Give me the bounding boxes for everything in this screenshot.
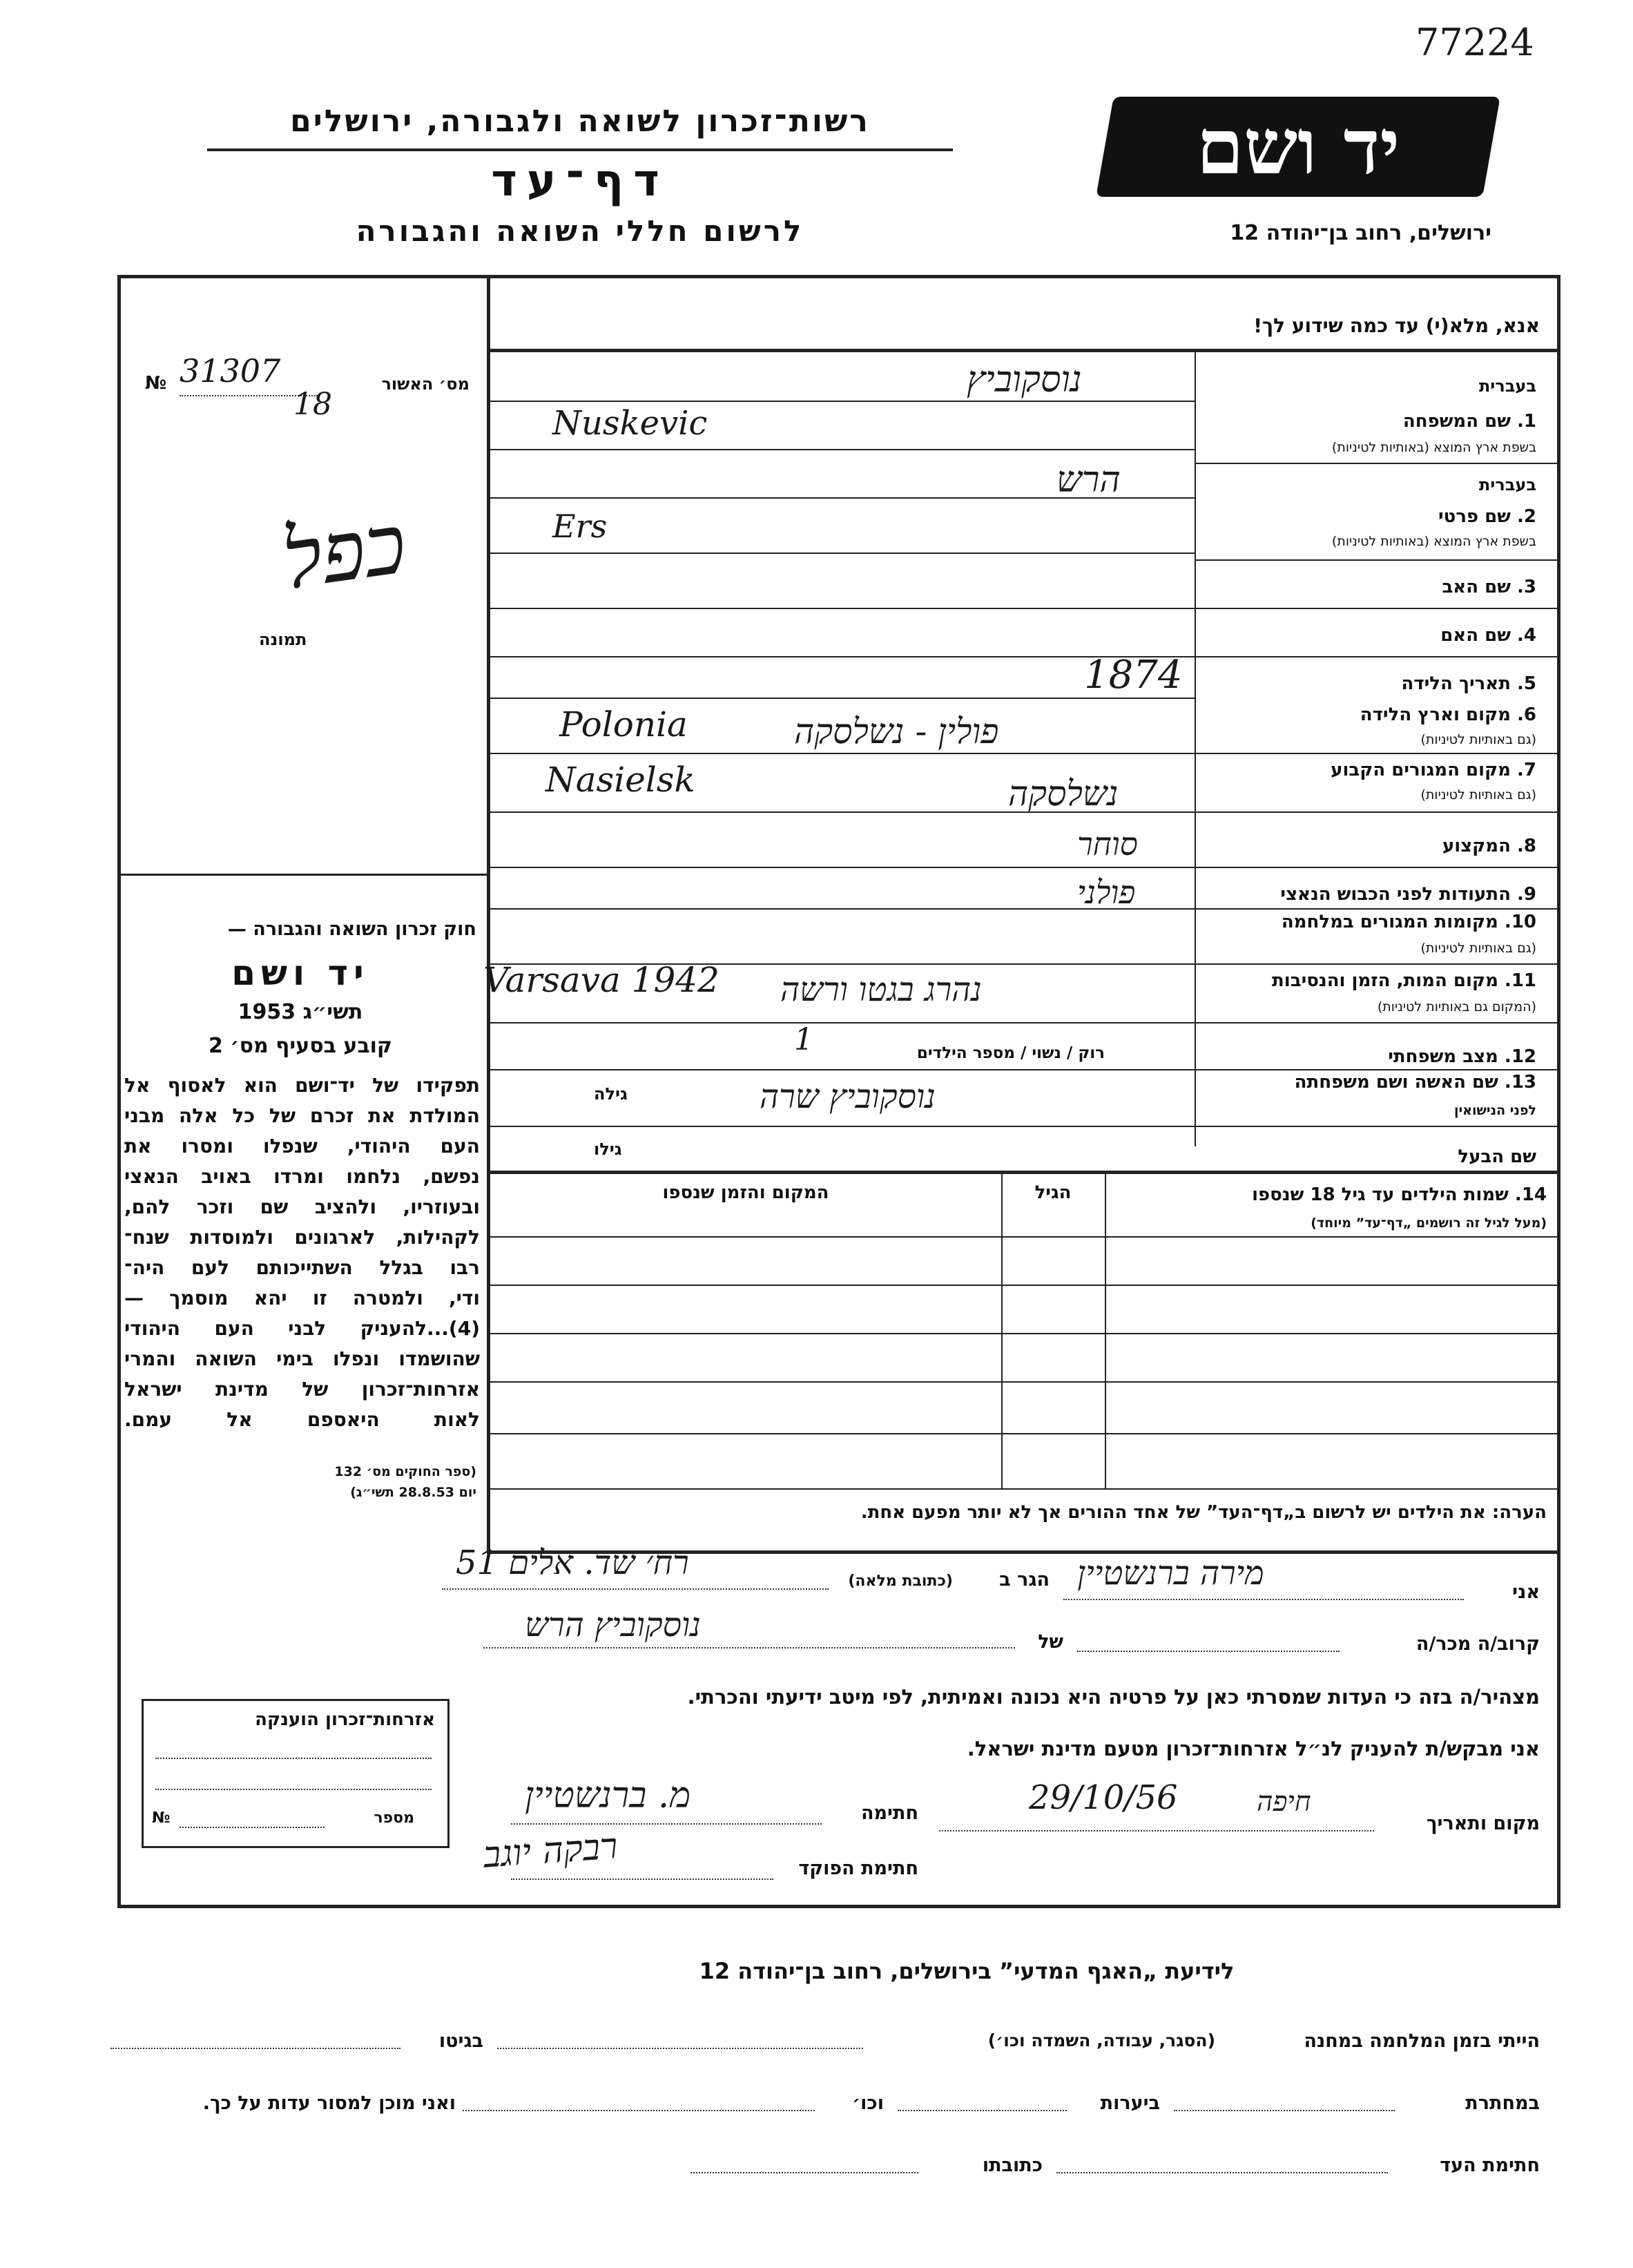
field-14-sub: (מעל לגיל זה רושמים „דף־עד” מיוחד) xyxy=(1311,1215,1547,1231)
approval-number: 31307 xyxy=(180,352,281,390)
col-age-header: הגיל xyxy=(1034,1182,1072,1203)
number-sign: № xyxy=(145,373,167,394)
citizenship-box-number: מספר xyxy=(374,1809,414,1827)
bottom-etc-label: וכו׳ xyxy=(852,2093,884,2114)
residence-hebrew: נשלסקה xyxy=(1008,773,1119,814)
law-body-line: (4)...להעניק לבני העם היהודי xyxy=(124,1317,480,1340)
bottom-camp-types: (הסגר, עבודה, השמדה וכו׳) xyxy=(987,2030,1215,2050)
law-body-line: שהושמדו ונפלו בימי השואה והמרי xyxy=(124,1347,480,1370)
witness-name: מירה ברנשטיין xyxy=(1077,1554,1264,1593)
decl-relation: קרוב/ה מכר/ה xyxy=(1415,1633,1540,1655)
field-6-sub: (גם באותיות לטיניות) xyxy=(1420,732,1536,747)
law-body-line: לקהילות, לארגונים ולמוסדות שנח־ xyxy=(124,1226,480,1249)
field-5-label: 5. תאריך הלידה xyxy=(1401,673,1536,694)
law-body-line: ובעוזריו, ולהציב שם וזכר להם, xyxy=(124,1195,480,1218)
logo-text: יד ושם xyxy=(1196,102,1400,191)
law-body-line: לאות היאספם אל עמם. xyxy=(124,1408,480,1431)
law-body-line: אזרחות־זכרון של מדינת ישראל xyxy=(124,1378,480,1401)
header-address: ירושלים, רחוב בן־יהודה 12 xyxy=(1230,221,1491,245)
field-2-label: 2. שם פרטי xyxy=(1438,506,1536,527)
firstname-latin: Ers xyxy=(552,508,608,545)
bottom-address: כתובתו xyxy=(982,2155,1043,2176)
field-10-sub: (גם באותיות לטיניות) xyxy=(1420,941,1536,956)
witness-signature: מ. ברנשטיין xyxy=(525,1775,691,1816)
death-place-latin: Varsava 1942 xyxy=(483,960,719,1000)
hebrew-label-1: בעברית xyxy=(1478,376,1536,396)
field-7-label: 7. מקום המגורים הקבוע xyxy=(1331,760,1536,780)
clerk-signature-label: חתימת הפוקד xyxy=(798,1858,918,1879)
field-14-label: 14. שמות הילדים עד גיל 18 שנספו xyxy=(1252,1184,1547,1205)
profession: סוחר xyxy=(1077,825,1138,863)
signature-label: חתימה xyxy=(860,1803,918,1824)
field-2-sub: בשפת ארץ המוצא (באותיות לטיניות) xyxy=(1331,534,1536,549)
decl-lives-in: הגר ב xyxy=(999,1569,1050,1591)
bottom-title: לידיעת „האגף המדעי” בירושלים, רחוב בן־יהודה 12 xyxy=(699,1958,1235,1984)
birthplace-latin: Polonia xyxy=(559,704,688,744)
field-12-label: 12. מצב משפחתי xyxy=(1388,1046,1536,1067)
authority-name: רשות־זכרון לשואה ולגבורה, ירושלים xyxy=(290,104,870,139)
law-body xyxy=(124,1070,480,1435)
approval-suffix: 18 xyxy=(293,387,332,422)
intro-text: אנא, מלא(י) עד כמה שידוע לך! xyxy=(1253,314,1540,337)
law-body-line: תפקידו של יד־ושם הוא לאסוף אל xyxy=(124,1074,480,1097)
law-name: יד ושם xyxy=(231,953,369,993)
field-1-label: 1. שם המשפחה xyxy=(1402,411,1536,432)
place-date-label: מקום ותאריך xyxy=(1426,1813,1540,1834)
law-clause: קובע בסעיף מס׳ 2 xyxy=(208,1034,393,1058)
clerk-signature: רבקה יוגב xyxy=(482,1825,619,1876)
surname-hebrew: נוסקוביץ xyxy=(967,359,1082,401)
citizenship-box-number-sign: № xyxy=(152,1809,171,1827)
law-body-line: העם היהודי, שנפלו ומסרו את xyxy=(124,1135,480,1157)
relation-name: נוסקוביץ הרש xyxy=(525,1606,701,1644)
col-place-header: המקום והזמן שנספו xyxy=(662,1182,829,1203)
field-11-label: 11. מקום המות, הזמן והנסיבות xyxy=(1272,970,1536,991)
residence-latin: Nasielsk xyxy=(545,760,695,800)
law-ref-2: יום 28.8.53 תשי״ג) xyxy=(350,1485,476,1500)
certificate: פולני xyxy=(1077,874,1136,911)
field-13-label: 13. שם האשה ושם משפחתה xyxy=(1294,1072,1536,1093)
death-place-hebrew: נהרג בגטו ורשה xyxy=(780,970,982,1009)
form-title: דף־עד xyxy=(491,155,669,206)
decl-full-address: (כתובת מלאה) xyxy=(848,1573,953,1590)
field-13-sub: לפני הנישואין xyxy=(1454,1103,1536,1118)
law-title: חוק זכרון השואה והגבורה — xyxy=(227,919,476,940)
husband-label: שם הבעל xyxy=(1458,1146,1536,1167)
children-count: 1 xyxy=(794,1022,813,1057)
field-3-label: 3. שם האב xyxy=(1442,577,1536,597)
field-7-sub: (גם באותיות לטיניות) xyxy=(1420,787,1536,803)
firstname-hebrew: הרש xyxy=(1056,459,1121,501)
bottom-testimony: ואני מוכן למסור עדות על כך. xyxy=(202,2093,456,2114)
bottom-forests-label: ביערות xyxy=(1100,2093,1160,2114)
bottom-ghetto-label: בגיטו xyxy=(438,2030,483,2052)
field-4-label: 4. שם האם xyxy=(1440,625,1536,646)
husband-age-label: גילו xyxy=(594,1140,622,1159)
marital-options: רוק / נשוי / מספר הילדים xyxy=(916,1044,1105,1062)
bottom-witness-sig: חתימת העד xyxy=(1440,2155,1540,2176)
field-8-label: 8. המקצוע xyxy=(1442,836,1536,856)
witness-address: רח׳ שד. אלים 51 xyxy=(456,1544,689,1582)
birth-year: 1874 xyxy=(1084,653,1183,698)
date: 29/10/56 xyxy=(1029,1778,1178,1817)
wife-name: נוסקוביץ שרה xyxy=(760,1077,936,1116)
wife-age-label: גילה xyxy=(594,1084,628,1104)
law-body-line: נפשם, נלחמו ומרדו באויב הנאצי xyxy=(124,1165,480,1188)
decl-of: של xyxy=(1038,1631,1063,1653)
decl-request: אני מבקש/ת להעניק לנ״ל אזרחות־זכרון מטעם מדינת ישראל. xyxy=(967,1737,1540,1760)
approval-label: מס׳ האשור xyxy=(381,374,470,394)
field-10-label: 10. מקומות המגורים במלחמה xyxy=(1281,912,1536,932)
field-6-label: 6. מקום וארץ הלידה xyxy=(1360,704,1536,725)
bottom-camp-label: הייתי בזמן המלחמה במחנה xyxy=(1304,2030,1540,2052)
surname-latin: Nuskevic xyxy=(552,404,708,443)
law-body-line: ודי, ולמטרה זו יהא מוסמך — xyxy=(124,1287,480,1309)
field-1-sub: בשפת ארץ המוצא (באותיות לטיניות) xyxy=(1331,440,1536,455)
place: חיפה xyxy=(1257,1786,1311,1818)
law-body-line: רבו בגלל השתייכותם לעם היה־ xyxy=(124,1256,480,1279)
photo-signature: כפל xyxy=(277,496,412,608)
photo-label: תמונה xyxy=(259,630,307,649)
citizenship-box-title: אזרחות־זכרון הוענקה xyxy=(255,1709,435,1730)
note-text: הערה: את הילדים יש לרשום ב„דף־העד” של אחד ההורים אך לא יותר מפעם אחת. xyxy=(860,1502,1547,1523)
bottom-underground-label: במחתרת xyxy=(1465,2093,1540,2114)
decl-i: אני xyxy=(1512,1582,1540,1603)
law-body-line: המולדת את זכרם של כל אלה מבני xyxy=(124,1104,480,1127)
archive-number: 77224 xyxy=(1415,21,1534,64)
law-ref-1: (ספר החוקים מס׳ 132 xyxy=(334,1464,476,1479)
law-year: תשי״ג 1953 xyxy=(238,1000,363,1024)
birthplace-hebrew: פולין - נשלסקה xyxy=(794,711,999,751)
form-subtitle: לרשום חללי השואה והגבורה xyxy=(356,214,804,248)
hebrew-label-2: בעברית xyxy=(1478,475,1536,494)
field-9-label: 9. התעודות לפני הכבוש הנאצי xyxy=(1280,884,1536,905)
field-11-sub: (המקום גם באותיות לטיניות) xyxy=(1377,999,1536,1015)
decl-statement: מצהיר/ה בזה כי העדות שמסרתי כאן על פרטיה היא נכונה ואמיתית, לפי מיטב ידיעתי והכרתי. xyxy=(687,1685,1540,1709)
